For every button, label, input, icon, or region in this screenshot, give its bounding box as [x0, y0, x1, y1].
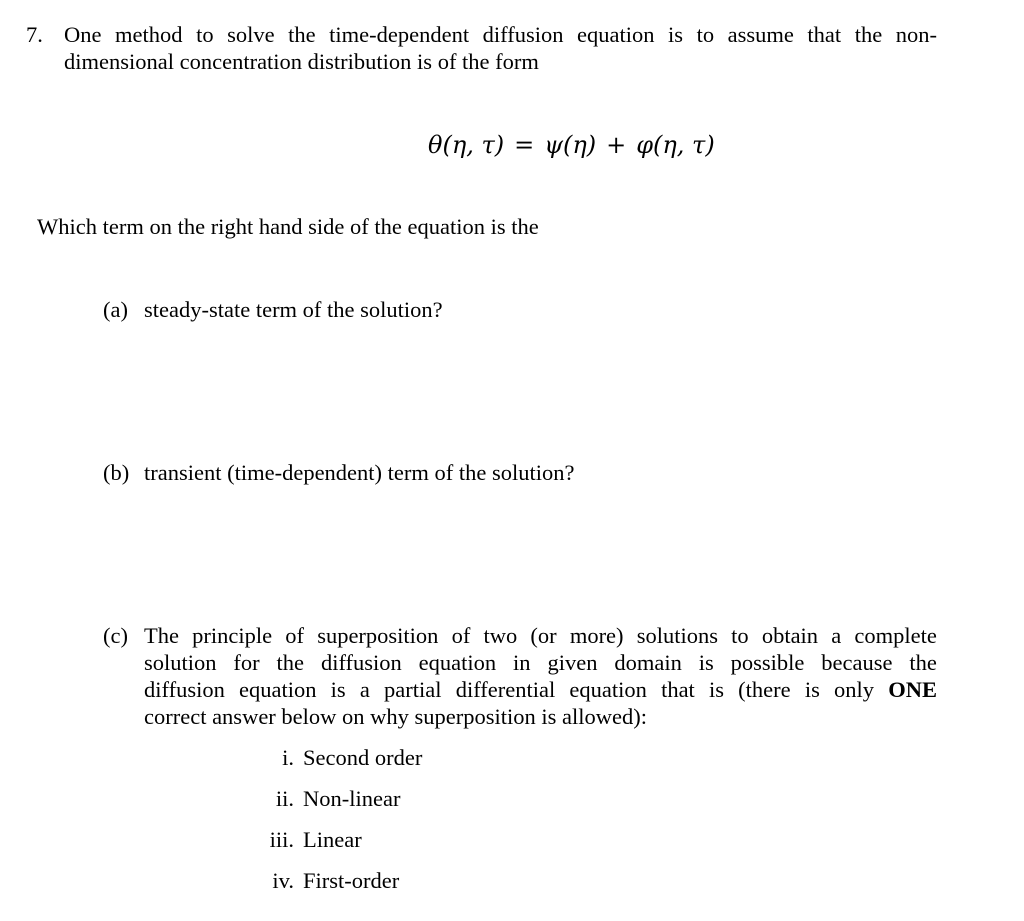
question-intro-line-2: dimensional concentration distribution is of the form [64, 49, 539, 74]
word: principle [192, 623, 273, 648]
word: to [731, 623, 749, 648]
part-b-label: (b) [103, 460, 130, 485]
part-b-text: transient (time-dependent) term of the solution? [144, 460, 575, 485]
word: partial [384, 677, 442, 702]
word: domain [614, 650, 682, 675]
word: of [285, 623, 305, 648]
word: that [807, 22, 842, 47]
word: (or [530, 623, 557, 648]
word: is [330, 677, 346, 702]
part-c-line-2 [144, 649, 937, 676]
equation-term-psi: ψ(η) [544, 131, 597, 159]
word: diffusion [482, 22, 564, 47]
option-text: Non-linear [303, 786, 401, 811]
word: equation [239, 677, 317, 702]
option-text: Linear [303, 827, 362, 852]
word: solution [144, 650, 217, 675]
word: in [513, 650, 531, 675]
word: of [451, 623, 471, 648]
word: the [276, 650, 305, 675]
word: only [834, 677, 875, 702]
emphasis-word: ONE [888, 677, 937, 702]
word: more) [569, 623, 624, 648]
option-text: First-order [303, 868, 400, 893]
word: to [196, 22, 214, 47]
equation [428, 130, 715, 160]
part-c-line-4: correct answer below on why superposition is allowed): [144, 704, 647, 729]
equation-lhs: θ(η, τ) [428, 131, 505, 159]
word: obtain [761, 623, 819, 648]
word: The [144, 623, 179, 648]
question-prompt: Which term on the right hand side of the equation is the [37, 214, 539, 239]
part-a-text: steady-state term of the solution? [144, 297, 443, 322]
word: because [821, 650, 893, 675]
word: solve [227, 22, 275, 47]
word: possible [730, 650, 805, 675]
word: diffusion [320, 650, 402, 675]
option-numeral: iii. [269, 827, 294, 852]
question-number: 7. [26, 22, 43, 47]
word: for [233, 650, 260, 675]
word: a [831, 623, 842, 648]
word: differential [455, 677, 556, 702]
word: is [668, 22, 684, 47]
equation-plus: + [606, 131, 627, 159]
word: equation [577, 22, 655, 47]
option-numeral: iv. [272, 868, 294, 893]
word: complete [854, 623, 937, 648]
word: assume [727, 22, 794, 47]
word: solutions [636, 623, 718, 648]
word: (there [738, 677, 791, 702]
option-numeral: ii. [275, 786, 294, 811]
equation-term-phi: φ(η, τ) [636, 131, 715, 159]
word: the [854, 22, 883, 47]
word: is [708, 677, 724, 702]
word: given [547, 650, 598, 675]
word: that [661, 677, 695, 702]
word: superposition [317, 623, 439, 648]
word: is [698, 650, 714, 675]
word: method [115, 22, 183, 47]
word: is [804, 677, 820, 702]
word: a [359, 677, 370, 702]
part-c-label: (c) [103, 623, 128, 648]
option-numeral: i. [282, 745, 294, 770]
option-text: Second order [303, 745, 423, 770]
word: to [696, 22, 715, 47]
part-a-label: (a) [103, 297, 128, 322]
word: the [909, 650, 937, 675]
word: two [483, 623, 518, 648]
word: the [288, 22, 316, 47]
word: non- [895, 22, 937, 47]
question-intro-line-1 [64, 21, 937, 48]
part-c-line-3 [144, 676, 937, 703]
word: One [64, 22, 102, 47]
word: diffusion [144, 677, 225, 702]
word: equation [418, 650, 497, 675]
equation-equals: = [514, 131, 535, 159]
part-c-line-1 [144, 622, 937, 649]
word: time-dependent [329, 22, 470, 47]
word: equation [569, 677, 647, 702]
